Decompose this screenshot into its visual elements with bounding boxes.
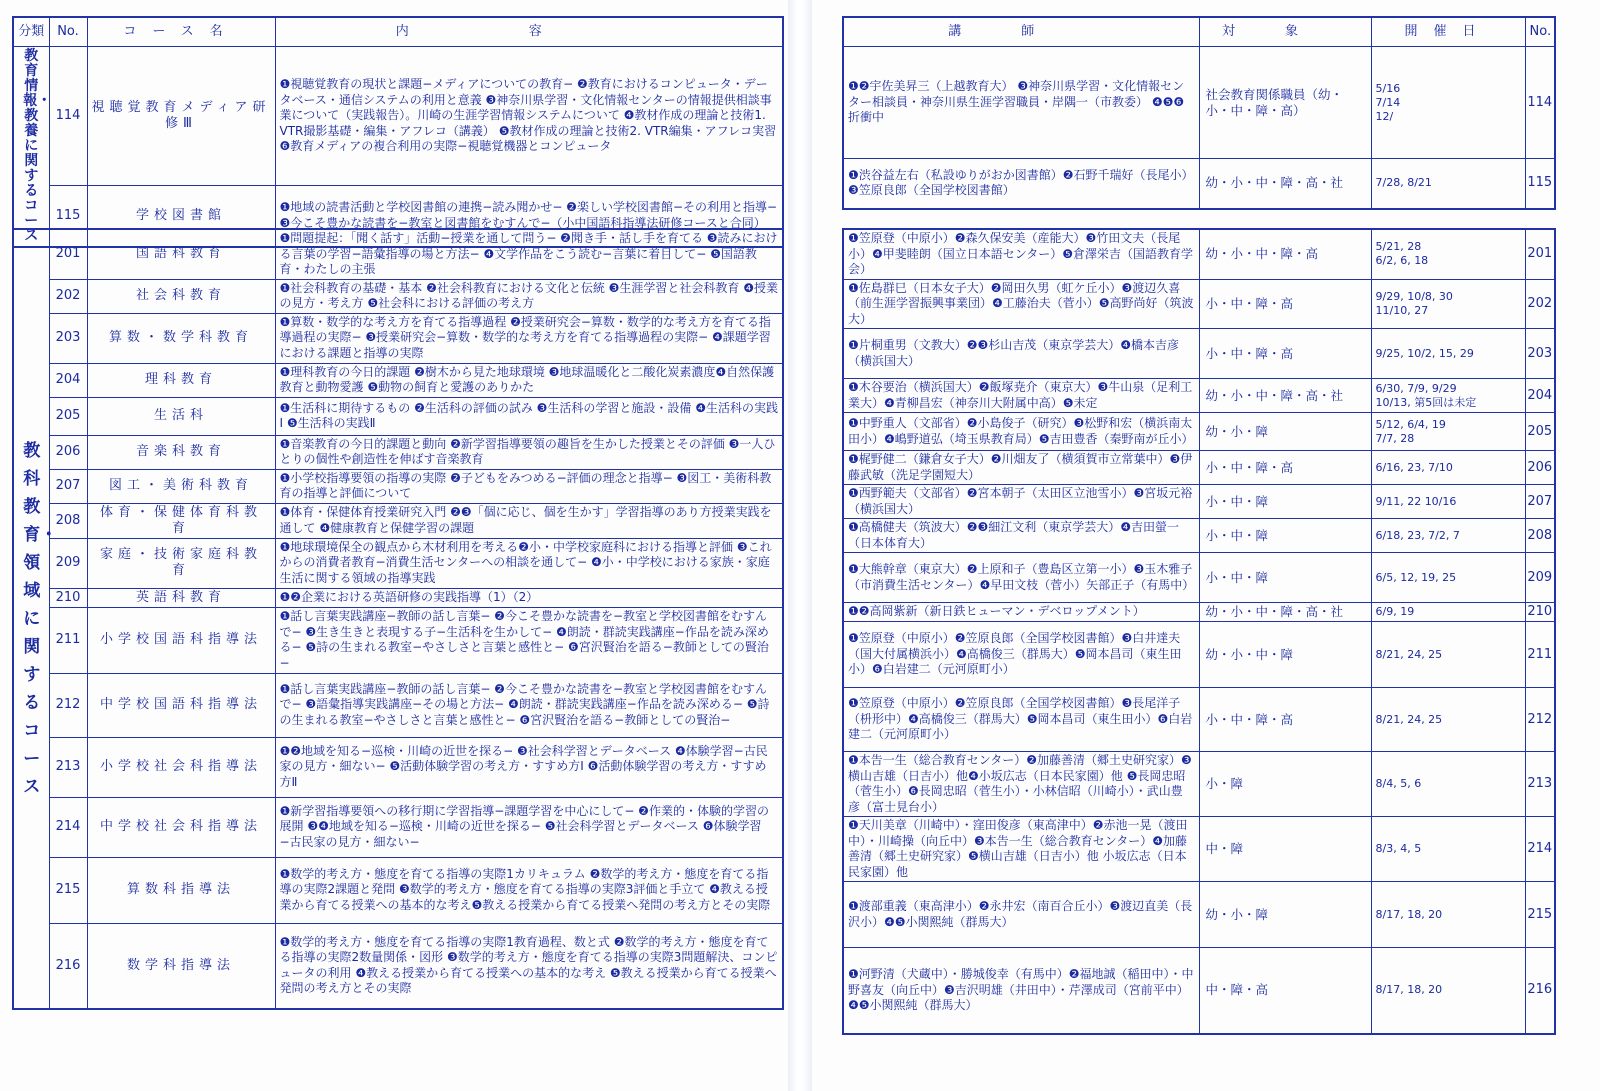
instructor-list: ❶笠原登（中原小）❷笠原良郎（全国学校図書館）❸長尾洋子（枡形中）❹高橋俊三（群馬大）❺岡本昌司（東生田小）❻白岩建二（元河原町小） — [843, 688, 1199, 752]
header-right-no: No. — [1525, 17, 1555, 47]
course-name: 生活科 — [87, 397, 275, 435]
course-content: ❶理科教育の今日的課題 ❷樹木から見た地球環境 ❸地球温暖化と二酸化炭素濃度❹自然保護教育と動物愛護 ❺動物の飼育と愛護のありかた — [275, 363, 783, 397]
session-dates: 6/16, 23, 7/10 — [1371, 451, 1525, 485]
right-table-subjects — [842, 228, 1556, 1035]
instructor-row — [843, 279, 1555, 329]
course-number: 215 — [49, 857, 87, 923]
course-number: 115 — [49, 185, 87, 247]
course-content: ❶音楽教育の今日的課題と動向 ❷新学習指導要領の趣旨を生かした授業とその評価 ❸一人ひとりの個性や創造性を伸ばす音楽教育 — [275, 435, 783, 469]
course-number: 114 — [49, 47, 87, 186]
category-label — [13, 229, 58, 1009]
session-dates: 5/21, 28 6/2, 6, 18 — [1371, 229, 1525, 279]
instructor-list: ❶❷宇佐美昇三（上越教育大） ❸神奈川県学習・文化情報センター相談員・神奈川県生涯学習職員・岸隅一（市教委） ❹❺❻折衝中 — [843, 47, 1199, 159]
session-dates: 5/12, 6/4, 19 7/7, 28 — [1371, 413, 1525, 451]
course-number: 210 — [49, 588, 87, 607]
course-content: ❶話し言葉実践講座−教師の話し言葉− ❷今こそ豊かな読書を−教室と学校図書館をむすんで− ❸語彙指導実践講座−その場と方法− ❹朗読・群読実践講座−作品を読み深める− ❺詩の生まれる教室−やさしさと言葉と感性と− ❻宮沢賢治を語る−教師としての賢治− — [275, 673, 783, 737]
instructor-row — [843, 948, 1555, 1034]
instructor-row — [843, 519, 1555, 553]
instructor-list: ❶天川美章（川崎中）・窪田俊彦（東高津中）❷赤池一晃（渡田中）・川崎操（向丘中）❸本告一生（総合教育センター）❹加藤善清（郷土史研究家）❺横山吉雄（日吉小）他 小坂広志（日本民家園）他 — [843, 817, 1199, 882]
header-no: No. — [49, 17, 87, 47]
instructor-row — [843, 817, 1555, 882]
target-audience: 社会教育関係職員（幼・小・中・障・高） — [1199, 47, 1371, 159]
course-number: 216 — [1525, 948, 1555, 1034]
course-row — [13, 435, 783, 469]
session-dates: 8/3, 4, 5 — [1371, 817, 1525, 882]
session-dates: 8/17, 18, 20 — [1371, 882, 1525, 948]
course-row — [13, 503, 783, 538]
course-name: 小学校社会科指導法 — [87, 737, 275, 797]
target-audience: 幼・小・中・障・高・社 — [1199, 159, 1371, 209]
course-number: 213 — [49, 737, 87, 797]
course-name: 図工・美術科教育 — [87, 469, 275, 503]
course-row — [13, 923, 783, 1009]
target-audience: 小・中・障 — [1199, 485, 1371, 519]
target-audience: 小・中・障 — [1199, 519, 1371, 553]
course-name: 小学校国語科指導法 — [87, 607, 275, 673]
header-target: 対象 — [1199, 17, 1371, 47]
target-audience: 小・中・障・高 — [1199, 688, 1371, 752]
session-dates: 9/11, 22 10/16 — [1371, 485, 1525, 519]
instructor-list: ❶中野重人（文部省）❷小島俊子（研究）❸松野和宏（横浜南太田小）❹嶋野道弘（埼玉県教育局）❺吉田豊香（秦野南が丘小） — [843, 413, 1199, 451]
target-audience: 幼・小・障 — [1199, 882, 1371, 948]
course-content: ❶新学習指導要領への移行期に学習指導−課題学習を中心にして− ❷作業的・体験的学習の展開 ❸❹地域を知る−巡検・川崎の近世を探る− ❺社会科学習とデータベース ❻体験学習−古民家の見方・細ない− — [275, 797, 783, 857]
session-dates: 6/9, 19 — [1371, 603, 1525, 622]
course-number: 205 — [1525, 413, 1555, 451]
course-row — [13, 469, 783, 503]
instructor-list: ❶大熊幹章（東京大）❷上原和子（豊島区立第一小）❸玉木雅子（市消費生活センター）❹早田文枝（菅小）矢部正子（有馬中） — [843, 553, 1199, 603]
course-row — [13, 363, 783, 397]
course-name: 数学科指導法 — [87, 923, 275, 1009]
session-dates: 8/21, 24, 25 — [1371, 622, 1525, 688]
header-instructor: 講師 — [843, 17, 1199, 47]
course-row — [13, 607, 783, 673]
instructor-list: ❶佐島群巳（日本女子大）❷岡田久男（虹ケ丘小）❸渡辺久喜（前生涯学習振興事業団）❹工藤治夫（菅小）❺高野尚好（筑波大） — [843, 279, 1199, 329]
instructor-row — [843, 47, 1555, 159]
course-number: 216 — [49, 923, 87, 1009]
course-number: 213 — [1525, 752, 1555, 817]
session-dates: 6/18, 23, 7/2, 7 — [1371, 519, 1525, 553]
target-audience: 小・障 — [1199, 752, 1371, 817]
instructor-list: ❶河野清（犬蔵中）・勝城俊幸（有馬中）❷福地誠（稲田中）・中野喜友（向丘中）❸吉沢明雄（井田中）・芹澤成司（宮前平中）❹❺小関熙純（群馬大） — [843, 948, 1199, 1034]
course-name: 中学校国語科指導法 — [87, 673, 275, 737]
course-content: ❶体育・保健体育授業研究入門 ❷❸「個に応じ、個を生かす」学習指導のあり方授業実践を通して ❹健康教育と保健学習の課題 — [275, 503, 783, 538]
course-number: 208 — [1525, 519, 1555, 553]
course-row — [13, 47, 783, 186]
session-dates: 6/30, 7/9, 9/29 10/13, 第5回は未定 — [1371, 379, 1525, 413]
course-number: 210 — [1525, 603, 1555, 622]
target-audience: 小・中・障・高 — [1199, 451, 1371, 485]
course-number: 205 — [49, 397, 87, 435]
course-row — [13, 279, 783, 313]
instructor-row — [843, 379, 1555, 413]
course-number: 206 — [49, 435, 87, 469]
course-name: 視聴覚教育メディア研修Ⅲ — [87, 47, 275, 186]
course-number: 201 — [49, 229, 87, 279]
target-audience: 中・障・高 — [1199, 948, 1371, 1034]
target-audience: 幼・小・中・障・高・社 — [1199, 603, 1371, 622]
instructor-list: ❶本告一生（総合教育センター）❷加藤善清（郷土史研究家）❸横山吉雄（日吉小）他❹小坂広志（日本民家園）他 ❺長岡忠昭（菅生小）❻長岡忠昭（菅生小）・小林信昭（川崎小）・武山豊彦（富士見台小） — [843, 752, 1199, 817]
course-number: 203 — [49, 313, 87, 363]
course-content: ❶問題提起：「聞く話す」活動−授業を通して問う− ❷聞き手・話し手を育てる ❸読みにおける言葉の学習−語彙指導の場と方法− ❹文学作品をこう読む−言葉に着目して− ❺国語教育・わたしの主張 — [275, 229, 783, 279]
course-number: 115 — [1525, 159, 1555, 209]
course-number: 207 — [49, 469, 87, 503]
instructor-row — [843, 688, 1555, 752]
header-group: 分類 — [13, 17, 49, 47]
course-number: 114 — [1525, 47, 1555, 159]
course-number: 209 — [49, 538, 87, 588]
course-row — [13, 737, 783, 797]
instructor-list: ❶渋谷益左右（私設ゆりがおか図書館）❷石野千瑞好（長尾小）❸笠原良郎（全国学校図書館） — [843, 159, 1199, 209]
course-row — [13, 397, 783, 435]
course-number: 214 — [1525, 817, 1555, 882]
session-dates: 9/25, 10/2, 15, 29 — [1371, 329, 1525, 379]
course-content: ❶視聴覚教育の現状と課題−メディアについての教育− ❷教育におけるコンピュータ・データベース・通信システムの利用と意義 ❸神奈川県学習・文化情報センターの情報提供相談事業について（実践報告）。川崎の生涯学習情報システムについて ❹教材作成の理論と技術1. VTR撮影基礎・編集・アフレコ（講義） ❺教材作成の理論と技術2. VTR編集・アフレコ実習 ❻教育メディアの複合利用の実際−視聴覚機器とコンピュータ — [275, 47, 783, 186]
instructor-row — [843, 882, 1555, 948]
course-name: 英語科教育 — [87, 588, 275, 607]
target-audience: 小・中・障・高 — [1199, 329, 1371, 379]
target-audience: 中・障 — [1199, 817, 1371, 882]
instructor-list: ❶西野範夫（文部省）❷宮本朝子（太田区立池雪小）❸宮坂元裕（横浜国大） — [843, 485, 1199, 519]
course-number: 206 — [1525, 451, 1555, 485]
instructor-list: ❶梶野健二（鎌倉女子大）❷川畑友了（横須賀市立常葉中）❸伊藤武敏（洗足学園短大） — [843, 451, 1199, 485]
course-content: ❶生活科に期待するもの ❷生活科の評価の試み ❸生活科の学習と施設・設備 ❹生活科の実践Ⅰ ❺生活科の実践Ⅱ — [275, 397, 783, 435]
instructor-list: ❶❷高岡紫新（新日鉄ヒューマン・デベロップメント） — [843, 603, 1199, 622]
instructor-list: ❶高橋健夫（筑波大）❷❸細江文利（東京学芸大）❹吉田螢一（日本体育大） — [843, 519, 1199, 553]
course-number: 211 — [49, 607, 87, 673]
left-table-general — [12, 16, 784, 248]
course-name: 理科教育 — [87, 363, 275, 397]
course-number: 204 — [1525, 379, 1555, 413]
course-number: 214 — [49, 797, 87, 857]
instructor-list: ❶笠原登（中原小）❷森久保安美（産能大）❸竹田文夫（長尾小）❹甲斐睦朗（国立日本語センター）❺倉澤栄吉（国語教育学会） — [843, 229, 1199, 279]
course-row — [13, 857, 783, 923]
course-content: ❶❷地域を知る−巡検・川崎の近世を探る− ❸社会科学習とデータベース ❹体験学習−古民家の見方・細ない− ❺活動体験学習の考え方・すすめ方Ⅰ ❻活動体験学習の考え方・すすめ方Ⅱ — [275, 737, 783, 797]
page-gutter — [788, 0, 812, 1091]
course-number: 212 — [49, 673, 87, 737]
category-label — [13, 47, 52, 248]
header-course: コース名 — [87, 17, 275, 47]
course-number: 203 — [1525, 329, 1555, 379]
course-content: ❶小学校指導要領の指導の実際 ❷子どもをみつめる−評価の理念と指導− ❸図工・美術科教育の指導と評価について — [275, 469, 783, 503]
instructor-row — [843, 603, 1555, 622]
course-name: 体育・保健体育科教育 — [87, 503, 275, 538]
course-name: 算数・数学科教育 — [87, 313, 275, 363]
header-content: 内容 — [275, 17, 783, 47]
right-header-row — [843, 17, 1555, 47]
instructor-list: ❶渡部重義（東高津小）❷永井宏（南百合丘小）❸渡辺直美（長沢小）❹❺小関熙純（群馬大） — [843, 882, 1199, 948]
left-table-subjects — [12, 228, 784, 1010]
session-dates: 8/4, 5, 6 — [1371, 752, 1525, 817]
course-content: ❶地域の読書活動と学校図書館の連携−読み聞かせ− ❷楽しい学校図書館−その利用と指導− ❸今こそ豊かな読書を−教室と図書館をむすんで−（小中国語科指導法研修コースと合同） — [275, 185, 783, 247]
target-audience: 幼・小・中・障 — [1199, 622, 1371, 688]
instructor-row — [843, 553, 1555, 603]
course-number: 207 — [1525, 485, 1555, 519]
course-number: 208 — [49, 503, 87, 538]
course-name: 家庭・技術家庭科教育 — [87, 538, 275, 588]
course-number: 202 — [1525, 279, 1555, 329]
session-dates: 6/5, 12, 19, 25 — [1371, 553, 1525, 603]
course-content: ❶話し言葉実践講座−教師の話し言葉− ❷今こそ豊かな読書を−教室と学校図書館をむすんで− ❸生き生きと表現する子−生活科を生かして− ❹朗読・群読実践講座−作品を読み深める− ❺詩の生まれる教室−やさしさと言葉と感性と− ❻宮沢賢治を語る−教師としての賢治− — [275, 607, 783, 673]
header-dates: 開催日 — [1371, 17, 1525, 47]
instructor-row — [843, 159, 1555, 209]
course-row — [13, 538, 783, 588]
course-row — [13, 313, 783, 363]
course-content: ❶❷企業における英語研修の実践指導（1）（2） — [275, 588, 783, 607]
session-dates: 7/28, 8/21 — [1371, 159, 1525, 209]
course-number: 201 — [1525, 229, 1555, 279]
target-audience: 小・中・障・高 — [1199, 279, 1371, 329]
instructor-row — [843, 622, 1555, 688]
category-label-text: 教育情報・教養に関するコース — [23, 48, 52, 244]
course-name: 社会科教育 — [87, 279, 275, 313]
category-label-text: 教科教育・領域に関するコース — [23, 441, 58, 797]
course-number: 211 — [1525, 622, 1555, 688]
instructor-row — [843, 485, 1555, 519]
instructor-list: ❶笠原登（中原小）❷笠原良郎（全国学校図書館）❸白井達夫（国大付属横浜小）❹高橋俊三（群馬大）❺岡本昌司（東生田小）❻白岩建二（元河原町小） — [843, 622, 1199, 688]
session-dates: 5/16 7/14 12/ — [1371, 47, 1525, 159]
course-row — [13, 588, 783, 607]
course-content: ❶社会科教育の基礎・基本 ❷社会科教育における文化と伝統 ❸生涯学習と社会科教育 ❹授業の見方・考え方 ❺社会科における評価の考え方 — [275, 279, 783, 313]
course-name: 音楽科教育 — [87, 435, 275, 469]
course-name: 学校図書館 — [87, 185, 275, 247]
left-header-row — [13, 17, 783, 47]
target-audience: 幼・小・中・障・高 — [1199, 229, 1371, 279]
instructor-list: ❶木谷要治（横浜国大）❷飯塚尭介（東京大）❸牛山泉（足利工業大）❹青柳昌宏（神奈川大附属中高）❺未定 — [843, 379, 1199, 413]
target-audience: 小・中・障 — [1199, 553, 1371, 603]
instructor-row — [843, 413, 1555, 451]
instructor-list: ❶片桐重男（文教大）❷❸杉山吉茂（東京学芸大）❹橋本吉彦（横浜国大） — [843, 329, 1199, 379]
course-name: 国語科教育 — [87, 229, 275, 279]
instructor-row — [843, 229, 1555, 279]
course-number: 212 — [1525, 688, 1555, 752]
course-content: ❶数学的考え方・態度を育てる指導の実際1教育過程、数と式 ❷数学的考え方・態度を育てる指導の実際2数量関係・図形 ❸数学的考え方・態度を育てる指導の実際3問題解決、コンピュータの利用 ❹教える授業から育てる授業への基本的な考え ❺教える授業から育てる授業へ発問の考え方とその実際 — [275, 923, 783, 1009]
course-content: ❶地球環境保全の観点から木材利用を考える❷小・中学校家庭科における指導と評価 ❸これからの消費者教育−消費生活センターへの相談を通して− ❹小・中学校における家族・家庭生活に関する領域の指導実践 — [275, 538, 783, 588]
instructor-row — [843, 451, 1555, 485]
instructor-row — [843, 329, 1555, 379]
course-number: 209 — [1525, 553, 1555, 603]
instructor-row — [843, 752, 1555, 817]
course-row — [13, 797, 783, 857]
session-dates: 9/29, 10/8, 30 11/10, 27 — [1371, 279, 1525, 329]
course-content: ❶算数・数学的な考え方を育てる指導過程 ❷授業研究会−算数・数学的な考え方を育てる指導過程の実際− ❸授業研究会−算数・数学的な考え方を育てる指導過程の実際− ❹課題学習における課題と指導の実際 — [275, 313, 783, 363]
target-audience: 幼・小・障 — [1199, 413, 1371, 451]
target-audience: 幼・小・中・障・高・社 — [1199, 379, 1371, 413]
course-name: 中学校社会科指導法 — [87, 797, 275, 857]
course-name: 算数科指導法 — [87, 857, 275, 923]
course-row — [13, 229, 783, 279]
course-number: 202 — [49, 279, 87, 313]
session-dates: 8/21, 24, 25 — [1371, 688, 1525, 752]
course-number: 204 — [49, 363, 87, 397]
course-number: 215 — [1525, 882, 1555, 948]
session-dates: 8/17, 18, 20 — [1371, 948, 1525, 1034]
right-table-general — [842, 16, 1556, 210]
course-row — [13, 673, 783, 737]
course-content: ❶数学的考え方・態度を育てる指導の実際1カリキュラム ❷数学的考え方・態度を育てる指導の実際2課題と発問 ❸数学的考え方・態度を育てる指導の実際3評価と手立て ❹教える授業から育てる授業への基本的な考え❺教える授業から育てる授業へ発問の考え方とその実際 — [275, 857, 783, 923]
